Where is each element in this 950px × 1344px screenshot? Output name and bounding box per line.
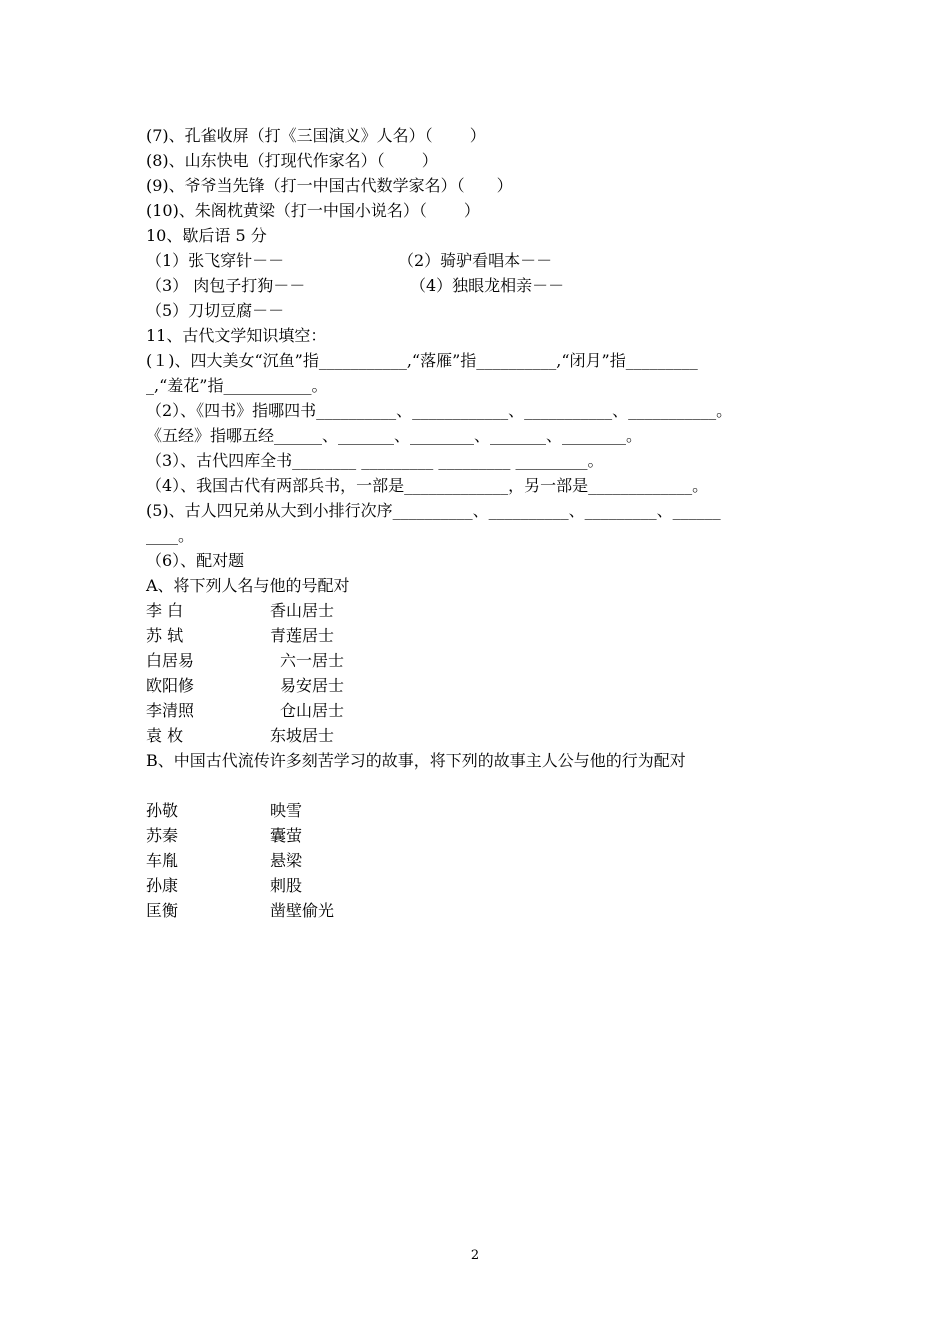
match-b-act: 映雪: [270, 801, 303, 820]
match-a-title-item: 易安居士: [280, 676, 345, 695]
q11-line-3: （2）、《四书》指哪四书__________、____________、___________、___________。: [146, 401, 733, 420]
match-b-name: 苏秦: [146, 826, 179, 845]
match-a-name: 李 白: [146, 601, 184, 620]
q11-line-4: 《五经》指哪五经______、_______、________、_______、________。: [146, 426, 643, 445]
match-a-title-item: 香山居士: [270, 601, 335, 620]
match-a-name: 袁 枚: [146, 726, 184, 745]
q11-line-8: ____。: [146, 526, 195, 545]
match-b-name: 孙康: [146, 876, 179, 895]
riddle-7: (7)、孔雀收屏（打《三国演义》人名）（ ）: [146, 126, 486, 145]
riddle-9: (9)、爷爷当先锋（打一中国古代数学家名）（ ）: [146, 176, 513, 195]
riddle-8: (8)、山东快电（打现代作家名）（ ）: [146, 151, 438, 170]
match-b-act: 凿壁偷光: [270, 901, 335, 920]
q10-item-5: （5）刀切豆腐－－: [146, 301, 285, 320]
match-a-name: 李清照: [146, 701, 195, 720]
match-b-act: 囊萤: [270, 826, 303, 845]
match-b-act: 刺股: [270, 876, 303, 895]
match-a-title-item: 仓山居士: [280, 701, 345, 720]
q10-item-1: （1）张飞穿针－－: [146, 251, 285, 270]
q11-line-5: （3）、古代四库全书________ _________ _________ _________。: [146, 451, 604, 470]
q11-line-2: _,“羞花”指___________。: [146, 376, 328, 395]
q10-item-4: （4）独眼龙相亲－－: [410, 276, 565, 295]
q11-line-9: （6）、配对题: [146, 551, 245, 570]
match-a-name: 白居易: [146, 651, 195, 670]
match-a-title: A、将下列人名与他的号配对: [146, 576, 350, 595]
riddle-10: (10)、朱阁枕黄梁（打一中国小说名）（ ）: [146, 201, 480, 220]
match-a-name: 苏 轼: [146, 626, 184, 645]
q11-line-6: （4）、我国古代有两部兵书，一部是_____________，另一部是_____________。: [146, 476, 709, 495]
q10-item-3: （3） 肉包子打狗－－: [146, 276, 306, 295]
match-a-name: 欧阳修: [146, 676, 195, 695]
q11-line-1: (１)、四大美女“沉鱼”指___________,“落雁”指__________,“闭月”指_________: [146, 351, 698, 370]
match-b-title: B、中国古代流传许多刻苦学习的故事，将下列的故事主人公与他的行为配对: [146, 751, 686, 770]
q11-title: 11、古代文学知识填空：: [146, 326, 327, 345]
match-a-title-item: 青莲居士: [270, 626, 335, 645]
match-a-title-item: 东坡居士: [270, 726, 335, 745]
q10-item-2: （2）骑驴看唱本－－: [398, 251, 553, 270]
match-a-title-item: 六一居士: [280, 651, 345, 670]
match-b-name: 车胤: [146, 851, 179, 870]
match-b-name: 孙敬: [146, 801, 179, 820]
q10-title: 10、歇后语 5 分: [146, 226, 267, 245]
q11-line-7: (5)、古人四兄弟从大到小排行次序__________、__________、_________、______: [146, 501, 721, 520]
match-b-name: 匡衡: [146, 901, 179, 920]
match-b-act: 悬梁: [270, 851, 303, 870]
page-number: 2: [470, 1248, 480, 1263]
